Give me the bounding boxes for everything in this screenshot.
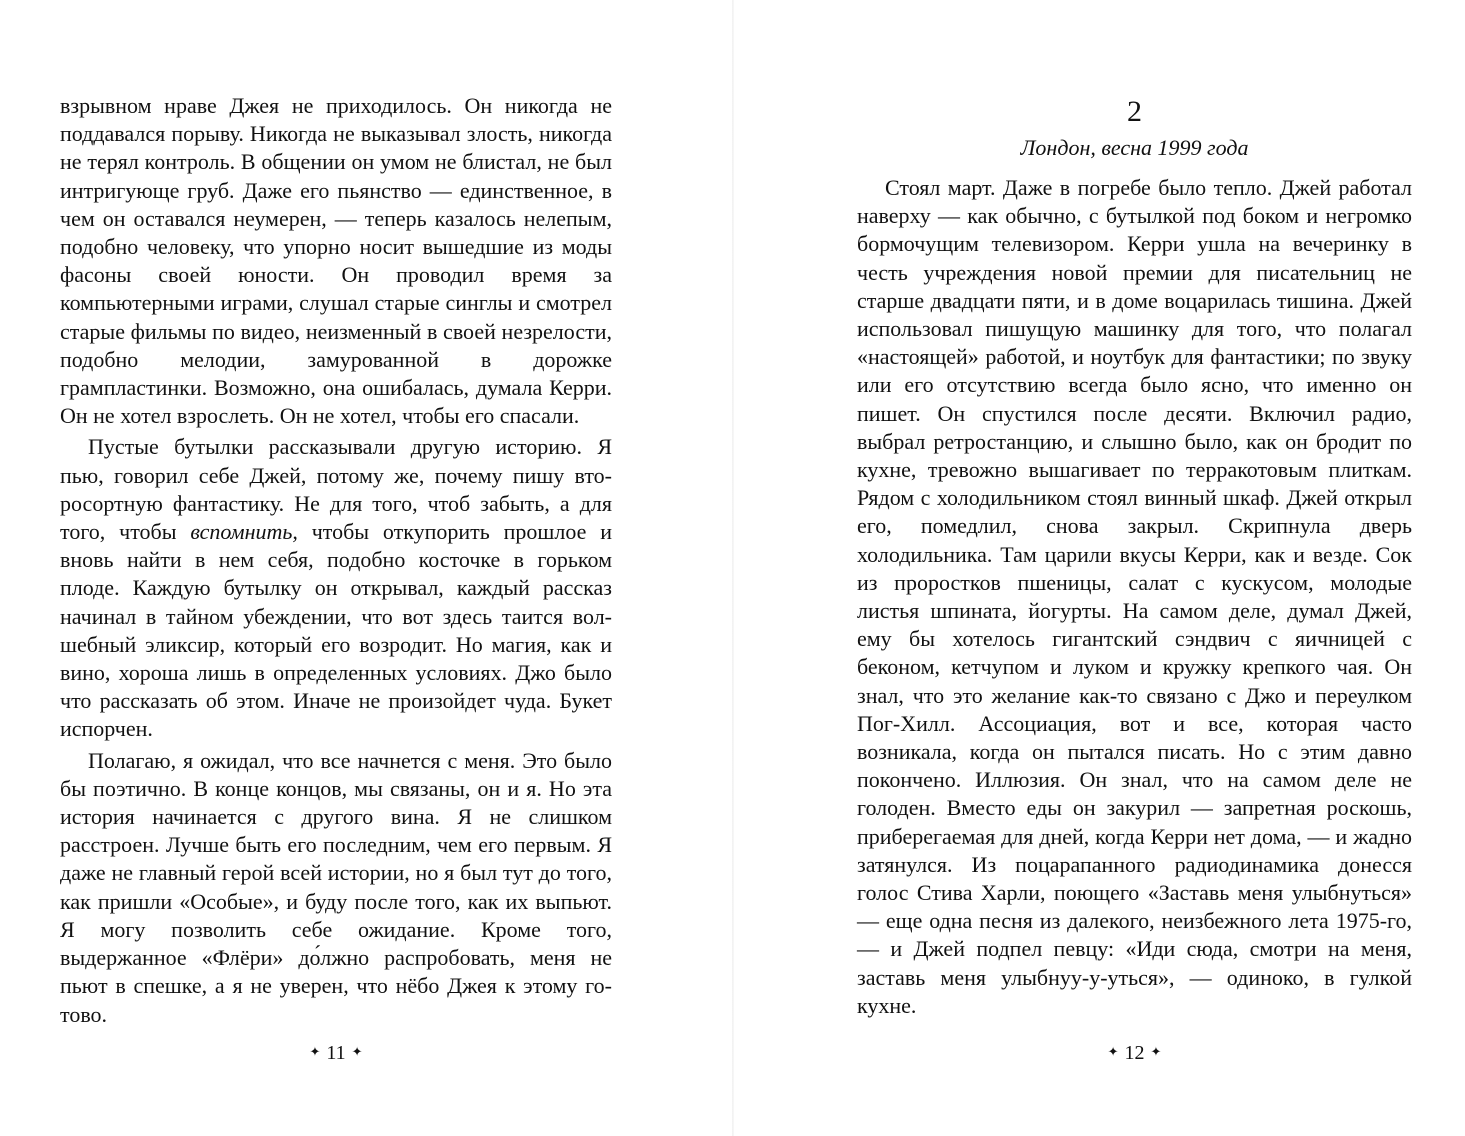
paragraph: Стоял март. Даже в погребе было тепло. Джей работал наверху — как обычно, с бутылкой под боком и негромко бормочущим телевизором. Керри ушла на вечеринку в честь учреждения новой премии для писательниц не старше двадцати пяти, и в доме воцарилась тишина. Джей использовал пишущую машинку для того, что полагал «настоящей» работой, и ноутбук для фантастики; по звуку или его отсутствию всегда было ясно, что именно он пишет. Он спустился после десяти. Включил радио, выбрал ретростанцию, и слышно было, как он бродит по кухне, тревожно вышагивает по терракотовым плиткам. Рядом с холодильником стоял винный шкаф. Джей открыл его, помедлил, снова закрыл. Скрипнула дверь холодильника. Там царили вкусы Керри, как и везде. Сок из проростков пшеницы, салат с кускусом, молодые листья шпината, йогурты. На самом деле, думал Джей, ему бы хотелось гигантский сэндвич с яичницей с беконом, кетчупом и луком и кружку крепкого чая. Он знал, что это желание как-то связано с Джо и переулком Пог-Хилл. Ассоциация, вот и все, которая часто возникала, когда он пытался писать. Но с этим давно покончено. Иллюзия. Он знал, что на самом деле не голоден. Вместо еды он закурил — запретная роскошь, приберегаемая для дней, когда Керри нет дома, — и жадно затянулся. Из поцарапанного радиодинамика донесся голос Стива Харли, поющего «Заставь меня улыбнуться» — еще одна песня из далекого, неизбежного лета 1975-го, — и Джей подпел певцу: «Иди сюда, смотри на меня, заставь меня улыбнуу-у-уться», — одиноко, в гулкой кухне. bbox=[857, 175, 1412, 1018]
page-number: 12 bbox=[1124, 1042, 1145, 1064]
page-number-footer bbox=[857, 1038, 1412, 1067]
right-page bbox=[857, 0, 1412, 1136]
paragraph: Полагаю, я ожидал, что все начнется с меня. Это было бы поэтично. В конце концов, мы связаны, он и я. Но эта история начинается с другого вина. Я не слишком расстроен. Лучше быть его последним, чем его первым. Я даже не главный герой всей истории, но я был тут до того, как пришли «Особые», и буду после того, как их выпьют. Я могу позволить себе ожидание. Кроме того, выдержанное «Флёри» до́лжно распробовать, меня не пьют в спешке, а я не уверен, что нёбо Джея к этому готово. bbox=[60, 747, 612, 1027]
star-ornament-icon: ✦ bbox=[1107, 1044, 1119, 1059]
star-ornament-icon: ✦ bbox=[309, 1044, 321, 1059]
page-number-footer bbox=[60, 1038, 612, 1067]
right-page-text bbox=[857, 174, 1412, 1020]
left-page bbox=[60, 0, 612, 1136]
chapter-subtitle: Лондон, весна 1999 года bbox=[1020, 135, 1249, 160]
star-ornament-icon: ✦ bbox=[1150, 1044, 1162, 1059]
page-number: 11 bbox=[326, 1042, 346, 1064]
star-ornament-icon: ✦ bbox=[351, 1044, 363, 1059]
chapter-number: 2 bbox=[1127, 95, 1142, 128]
paragraph: взрывном нраве Джея не приходилось. Он никогда не поддавался порыву. Никогда не выказывал злость, никогда не терял контроль. В общении он умом не блистал, не был интригующе груб. Даже его пьянство — единственное, в чем он оставался неумерен, — теперь казалось нелепым, подобно человеку, что упорно носит вышедшие из моды фасоны своей юности. Он проводил время за компьютерными играми, слушал старые синглы и смотрел старые фильмы по видео, неизменный в своей незрелости, подобно мелодии, замурованной в дорожке грампластинки. Возможно, она ошибалась, думала Керри. Он не хотел взрослеть. Он не хотел, чтобы его спасали. bbox=[60, 93, 612, 429]
paragraph-text: чтобы откупорить прошлое и вновь найти в нем себя, подобно косточке в горьком плоде. Каждую бутылку он открывал, каждый рассказ начинал в тайном убеждении, что вот здесь таится волшебный эликсир, который его возродит. Но магия, как и вино, хороша лишь в определенных условиях. Джо было что рассказать об этом. Иначе не произойдет чуда. Букет испорчен. bbox=[60, 519, 612, 742]
emphasis-text: вспомнить, bbox=[190, 519, 298, 545]
left-page-text bbox=[60, 92, 612, 1029]
paragraph-text: Пустые бутылки рассказывали другую историю. Я пью, говорил себе Джей, потому же, почему пишу второсортную фантастику. Не для того, чтоб забыть, а для того, чтобы bbox=[60, 434, 612, 545]
paragraph bbox=[60, 433, 612, 743]
book-gutter bbox=[732, 0, 734, 1136]
